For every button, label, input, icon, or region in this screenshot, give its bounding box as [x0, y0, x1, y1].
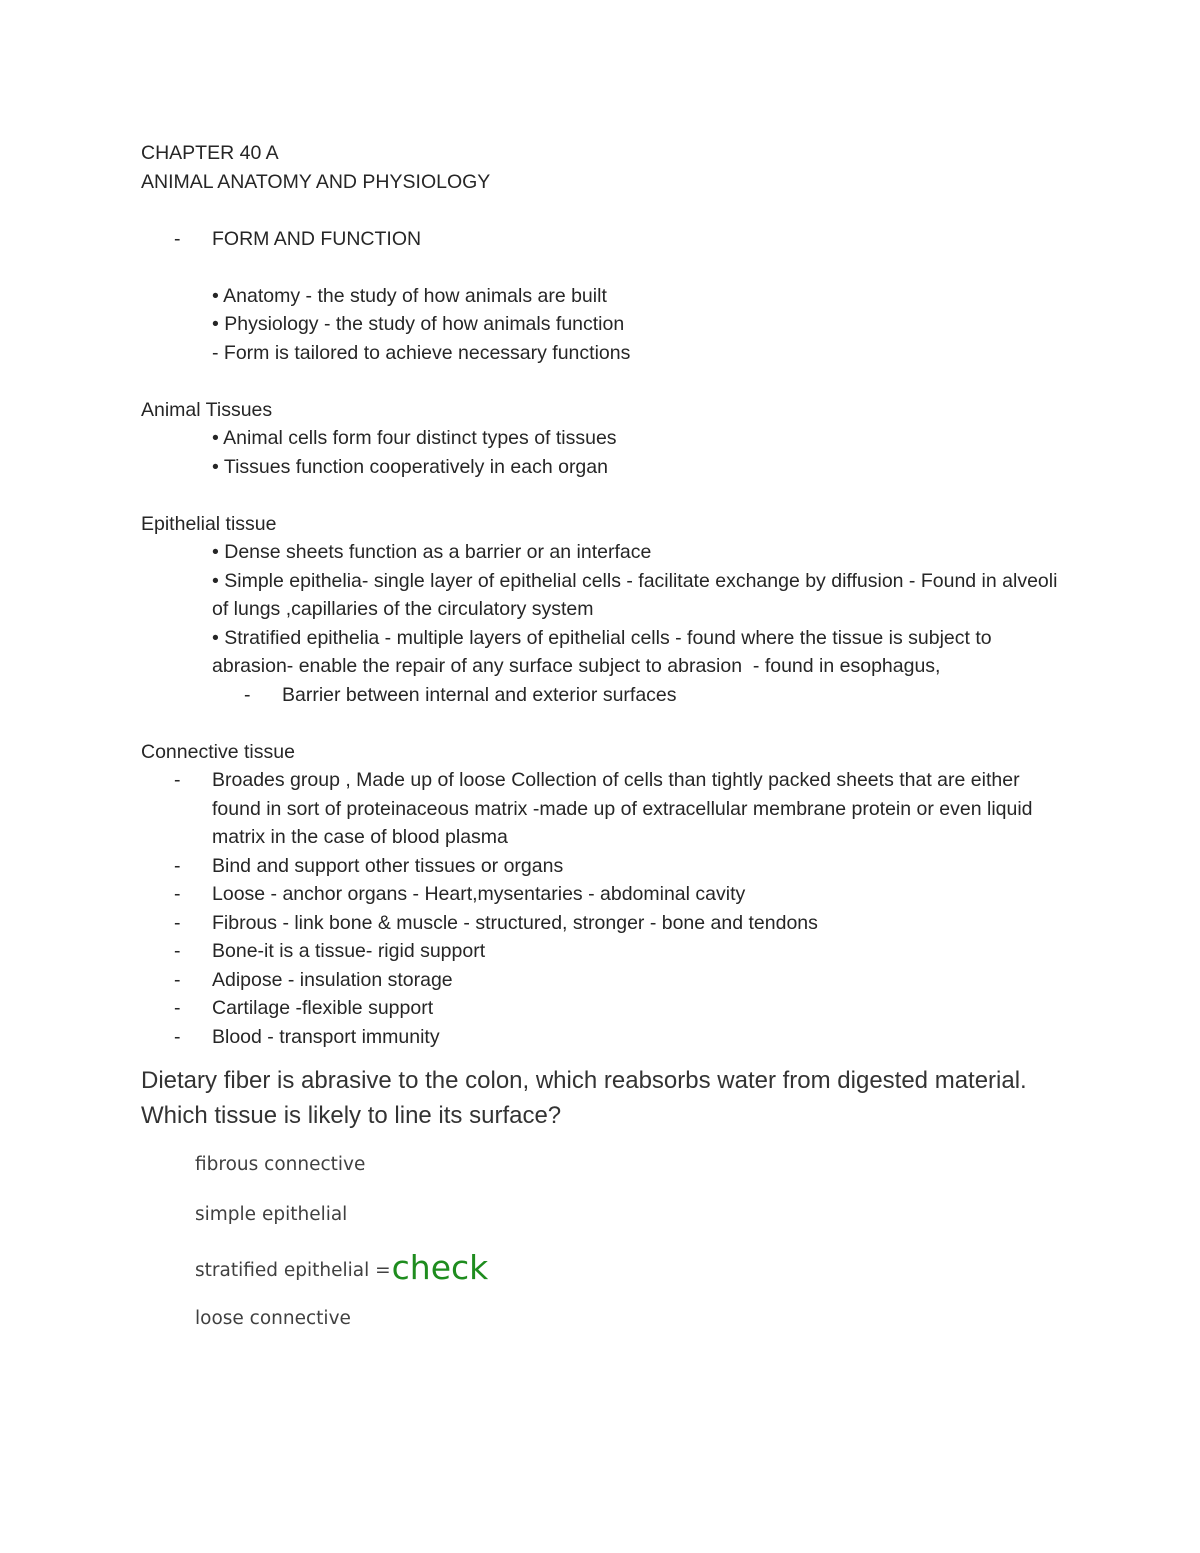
check-mark-label: check: [391, 1248, 489, 1287]
list-item: • Animal cells form four distinct types of tissues: [212, 427, 617, 449]
spacer: [141, 196, 1071, 225]
answer-option-stratified-epithelial: [195, 1243, 1071, 1287]
answer-option-loose-connective: loose connective: [195, 1308, 351, 1329]
section-heading-row: [141, 225, 1071, 254]
list-item: [141, 994, 1071, 1023]
sub-list-item-text: Barrier between internal and exterior surfaces: [282, 683, 677, 706]
list-item-text: Loose - anchor organs - Heart,mysentaries - abdominal cavity: [212, 883, 746, 905]
list-item: • Anatomy - the study of how animals are built: [212, 284, 607, 307]
question-text: Dietary fiber is abrasive to the colon, which reabsorbs water from digested material. Which tissue is likely to line its surface?: [141, 1067, 1027, 1129]
dash-bullet: -: [174, 883, 181, 905]
answer-option-simple-epithelial: simple epithelial: [195, 1204, 348, 1225]
list-item: • Simple epithelia- single layer of epithelial cells - facilitate exchange by diffusion - Found in alveoli of lungs ,capillaries of the circulatory system: [212, 569, 1063, 620]
spacer: [141, 253, 1071, 282]
list-item: [141, 880, 1071, 909]
list-item: [141, 1023, 1071, 1052]
dash-bullet: -: [174, 227, 181, 250]
document-page: [141, 139, 1071, 1357]
list-item-text: Bind and support other tissues or organs: [212, 854, 564, 877]
chapter-label: CHAPTER 40 A: [141, 142, 279, 164]
list-item: - Form is tailored to achieve necessary functions: [212, 341, 631, 364]
list-item: • Stratified epithelia - multiple layers of epithelial cells - found where the tissue is subject to abrasion- enable the repair of any surface subject to abrasion - found in esophagus,: [212, 626, 998, 677]
dash-bullet: -: [174, 854, 181, 877]
list-item: [141, 766, 1071, 852]
animal-tissues-heading: Animal Tissues: [141, 398, 273, 421]
list-item: • Tissues function cooperatively in each organ: [212, 455, 608, 478]
list-item: [141, 909, 1071, 938]
spacer: [141, 709, 1071, 738]
spacer: [141, 481, 1071, 510]
answer-options: [141, 1153, 1071, 1331]
dash-bullet: -: [174, 911, 181, 934]
list-item-text: Fibrous - link bone & muscle - structured, stronger - bone and tendons: [212, 911, 818, 934]
dash-bullet: -: [174, 1025, 181, 1048]
list-item-text: Cartilage -flexible support: [212, 997, 434, 1019]
answer-option-label: stratified epithelial =: [195, 1260, 391, 1281]
list-item-text: Bone-it is a tissue- rigid support: [212, 940, 486, 962]
connective-heading: Connective tissue: [141, 740, 295, 763]
list-item-text: Adipose - insulation storage: [212, 968, 453, 991]
dash-bullet: -: [174, 968, 181, 991]
list-item-text: Broades group , Made up of loose Collection of cells than tightly packed sheets that are either found in sort of proteinaceous matrix -made up of extracellular membrane protein or even liquid matrix in the case of blood plasma: [212, 769, 1033, 848]
dash-bullet: -: [244, 683, 251, 706]
list-item: [141, 966, 1071, 995]
list-item: • Physiology - the study of how animals function: [212, 313, 625, 335]
form-function-heading: FORM AND FUNCTION: [212, 227, 422, 250]
dash-bullet: -: [174, 997, 181, 1019]
list-item: [141, 937, 1071, 966]
dash-bullet: -: [174, 940, 181, 962]
list-item: • Dense sheets function as a barrier or an interface: [212, 541, 652, 563]
list-item-text: Blood - transport immunity: [212, 1025, 440, 1048]
list-item: [141, 852, 1071, 881]
dash-bullet: -: [174, 769, 181, 791]
sub-list-item: [141, 681, 1071, 710]
document-title: ANIMAL ANATOMY AND PHYSIOLOGY: [141, 170, 491, 193]
answer-option-fibrous-connective: fibrous connective: [195, 1154, 366, 1175]
epithelial-heading: Epithelial tissue: [141, 512, 277, 535]
spacer: [141, 367, 1071, 396]
